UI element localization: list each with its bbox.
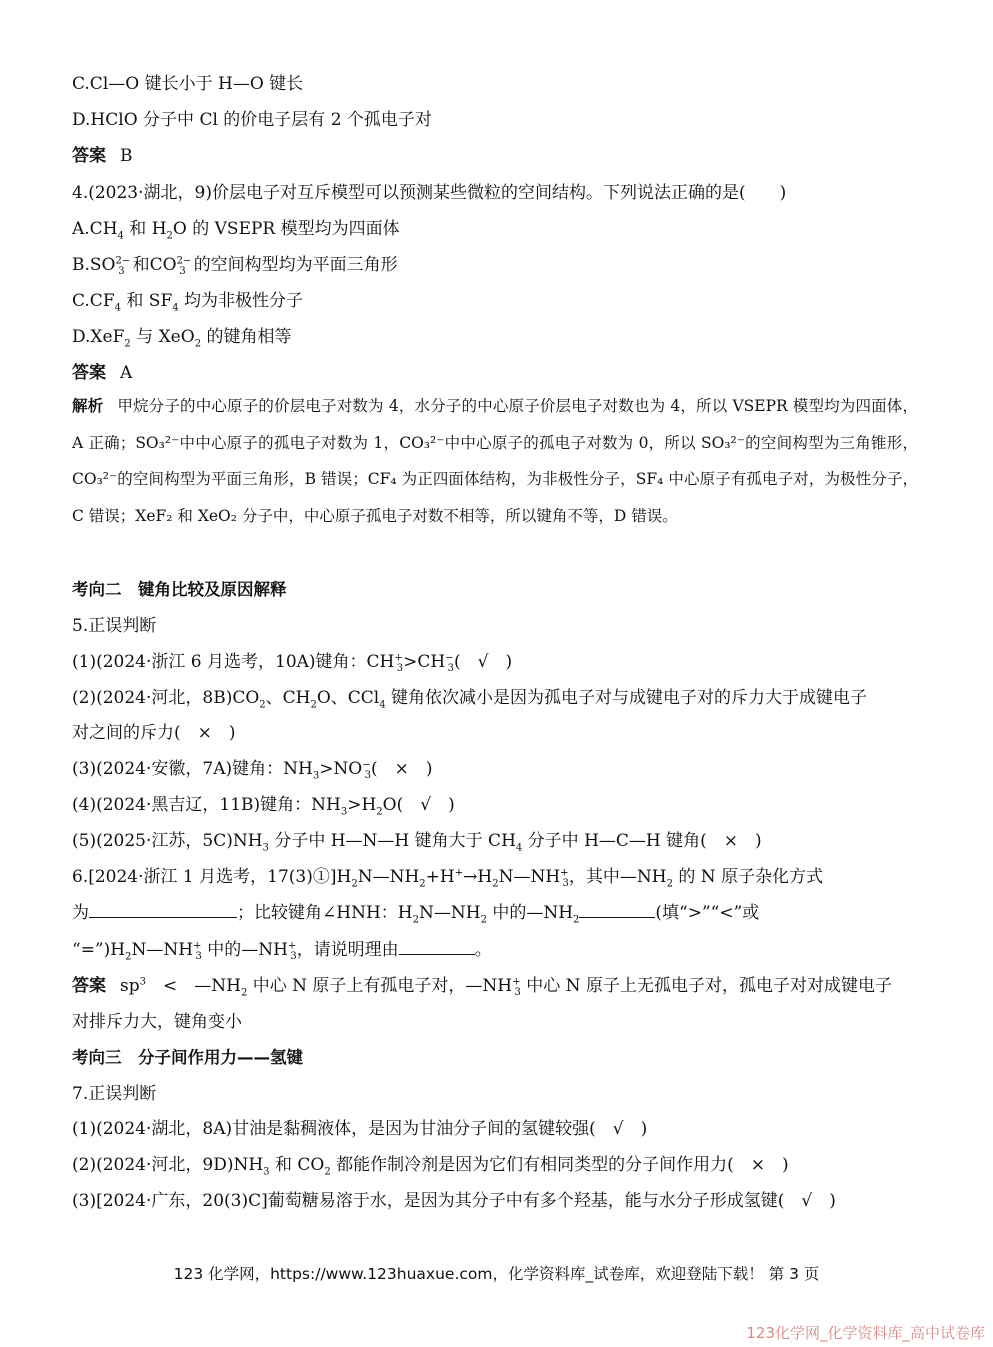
solution-4	[72, 388, 918, 534]
watermark: 123化学网_化学资料库_高中试卷库	[746, 1324, 985, 1342]
subscript: 2	[412, 914, 419, 926]
text: 均为非极性分子	[178, 291, 304, 311]
text: ，请说明理由	[296, 940, 399, 960]
text: “=”)H	[72, 940, 126, 960]
text: (3)(2024·安徽，7A)键角：NH	[72, 759, 313, 779]
subscript: 3	[179, 266, 186, 278]
text: (2)(2024·河北，8B)CO	[72, 688, 260, 708]
subscript: 4	[172, 302, 179, 314]
question-6-line-1	[72, 865, 917, 889]
superscript: +	[512, 976, 521, 988]
subscript: 2	[376, 806, 383, 818]
text: 和 CO	[269, 1155, 325, 1175]
subscript: 2	[124, 338, 131, 350]
subscript: 2	[666, 878, 673, 890]
subscript: 4	[379, 699, 386, 711]
subscript: 2	[194, 338, 202, 350]
text: 的 N 原子杂化方式	[673, 867, 824, 887]
question-5-item-2-cont: 对之间的斥力( × )	[72, 723, 236, 743]
subscript: 2	[310, 699, 317, 711]
text: 中的—NH	[201, 940, 288, 960]
question-4-option-a	[72, 217, 917, 241]
answer-line-4	[72, 361, 917, 385]
text: O( √ )	[382, 795, 455, 815]
answer-blank[interactable]	[89, 901, 237, 918]
question-7-item-2	[72, 1153, 917, 1177]
text: 6.[2024·浙江 1 月选考，17(3)①]H	[72, 867, 352, 887]
subscript: 3	[290, 951, 297, 963]
text: 和 SF	[120, 291, 173, 311]
option-d-line: D.HClO 分子中 Cl 的价电子层有 2 个孤电子对	[72, 110, 432, 130]
question-4: 4.(2023·湖北，9)价层电子对互斥模型可以预测某些微粒的空间结构。下列说法正确的是( )	[72, 183, 787, 203]
superscript: 2−	[176, 255, 192, 267]
subscript: 4	[515, 842, 523, 854]
subscript: 3	[263, 1166, 270, 1178]
text: ，其中—NH	[568, 867, 667, 887]
text: O 的 VSEPR 模型均为四面体	[172, 219, 400, 239]
question-5-item-3	[72, 757, 917, 781]
question-5-item-2	[72, 686, 917, 710]
answer-label: 答案	[72, 976, 106, 996]
superscript: +	[394, 652, 403, 664]
text: 中的—NH	[486, 903, 574, 923]
subscript: 3	[195, 951, 202, 963]
text: >H	[347, 795, 377, 815]
subscript: 2	[166, 230, 173, 242]
text: >NO	[319, 759, 363, 779]
text: N—NH	[498, 867, 561, 887]
subscript: 2	[125, 951, 132, 963]
text: 键角依次减小是因为孤电子对与成键电子对的斥力大于成键电子	[385, 688, 868, 708]
answer-label: 答案	[72, 146, 106, 166]
section-2-heading: 考向二 键角比较及原因解释	[72, 580, 287, 599]
superscript: +	[287, 940, 297, 952]
text: < —NH	[145, 976, 241, 996]
question-5-item-5	[72, 829, 917, 853]
text: sp	[120, 976, 140, 996]
answer-line	[72, 144, 917, 168]
text: N—NH	[357, 867, 420, 887]
text: (4)(2024·黑吉辽，11B)键角：NH	[72, 795, 341, 815]
question-7-item-1: (1)(2024·湖北，8A)甘油是黏稠液体，是因为甘油分子间的氢键较强( √ )	[72, 1119, 648, 1139]
text: (5)(2025·江苏，5C)NH	[72, 831, 263, 851]
text: 分子中 H—N—H 键角大于 CH	[268, 831, 516, 851]
subscript: 2	[419, 878, 426, 890]
subscript: 2	[240, 987, 248, 999]
subscript: 2	[573, 914, 580, 926]
text: ( √ )	[454, 652, 513, 672]
question-4-option-b	[72, 253, 917, 277]
question-5-item-1	[72, 650, 917, 674]
text: C.CF	[72, 291, 115, 311]
question-6-line-2	[72, 901, 917, 925]
question-7-item-3: (3)[2024·广东，20(3)C]葡萄糖易溶于水，是因为其分子中有多个羟基，能与水分子形成氢键( √ )	[72, 1191, 836, 1211]
text: 和 H	[123, 219, 167, 239]
text: B.SO	[72, 255, 116, 275]
question-4-option-d	[72, 325, 917, 349]
superscript: 2−	[115, 255, 131, 267]
question-4-option-c	[72, 289, 917, 313]
subscript: 3	[562, 878, 569, 890]
subscript: 3	[312, 770, 320, 782]
text: 都能作制冷剂是因为它们有相同类型的分子间作用力( × )	[330, 1155, 789, 1175]
superscript: +	[560, 867, 569, 879]
text: ；比较键角∠HNH：H	[237, 903, 413, 923]
subscript: 3	[447, 663, 454, 675]
subscript: 2	[324, 1166, 331, 1178]
text: 和CO	[132, 255, 177, 275]
subscript: 3	[396, 663, 404, 675]
text: 中心 N 原子上无孤电子对，孤电子对对成键电子	[520, 976, 892, 996]
text: 为	[72, 903, 89, 923]
subscript: 2	[492, 878, 499, 890]
question-7: 7.正误判断	[72, 1084, 157, 1104]
text: (1)(2024·浙江 6 月选考，10A)键角：CH	[72, 652, 395, 672]
text: N—NH	[418, 903, 481, 923]
text: 分子中 H—C—H 键角( × )	[522, 831, 762, 851]
subscript: 4	[114, 302, 121, 314]
subscript: 2	[351, 878, 358, 890]
text: 与 XeO	[130, 327, 195, 347]
answer-label: 答案	[72, 363, 106, 383]
text: N—NH	[131, 940, 194, 960]
page-footer: 123 化学网，https://www.123huaxue.com，化学资料库_试卷库，欢迎登陆下载！ 第 3 页	[173, 1265, 820, 1283]
answer-blank[interactable]	[579, 901, 655, 918]
superscript: +	[193, 940, 202, 952]
text: (2)(2024·河北，9D)NH	[72, 1155, 264, 1175]
answer-value: A	[120, 363, 133, 383]
answer-value: B	[120, 146, 133, 166]
solution-label: 解析	[72, 397, 104, 415]
text: (填“>”“<”或	[655, 903, 760, 923]
text: +H	[425, 867, 455, 887]
text: 、CH	[265, 688, 311, 708]
answer-line-6-cont: 对排斥力大，键角变小	[72, 1012, 242, 1032]
text: →H	[463, 867, 493, 887]
subscript: 4	[117, 230, 124, 242]
subscript: 3	[364, 770, 372, 782]
text: 的空间构型均为平面三角形	[193, 255, 398, 275]
option-c-line: C.Cl—O 键长小于 H—O 键长	[72, 74, 304, 94]
subscript: 2	[259, 699, 266, 711]
question-5-item-4	[72, 793, 917, 817]
subscript: 3	[118, 266, 125, 278]
subscript: 3	[340, 806, 348, 818]
question-5: 5.正误判断	[72, 616, 157, 636]
text: 。	[474, 940, 492, 960]
superscript: −	[362, 759, 371, 771]
text: 的键角相等	[201, 327, 292, 347]
question-6-line-3	[72, 938, 917, 962]
superscript: 3	[139, 976, 146, 988]
superscript: +	[454, 867, 464, 879]
section-3-heading: 考向三 分子间作用力——氢键	[72, 1048, 303, 1067]
text: ( × )	[371, 759, 433, 779]
text: A.CH	[72, 219, 118, 239]
superscript: −	[445, 652, 454, 664]
text: >CH	[403, 652, 446, 672]
answer-line-6	[72, 974, 917, 998]
solution-text: 甲烷分子的中心原子的价层电子对数为 4，水分子的中心原子价层电子对数也为 4，所以 VSEPR 模型均为四面体，A 正确；SO₃²⁻中中心原子的孤电子对数为 1，CO₃²⁻中中心原子的孤电子对数为 0，所以 SO₃²⁻的空间构型为三角锥形，CO₃²⁻的空间构型为平面三角形，B 错误；CF₄ 为正四面体结构，为非极性分子，SF₄ 中心原子有孤电子对，为极性分子，C 错误；XeF₂ 和 XeO₂ 分子中，中心原子孤电子对数不相等，所以键角不等，D 错误。	[72, 397, 918, 525]
text: O、CCl	[316, 688, 380, 708]
subscript: 3	[262, 842, 269, 854]
subscript: 3	[514, 987, 521, 999]
answer-blank[interactable]	[399, 938, 475, 955]
text: 中心 N 原子上有孤电子对，—NH	[247, 976, 513, 996]
text: D.XeF	[72, 327, 125, 347]
subscript: 2	[480, 914, 487, 926]
